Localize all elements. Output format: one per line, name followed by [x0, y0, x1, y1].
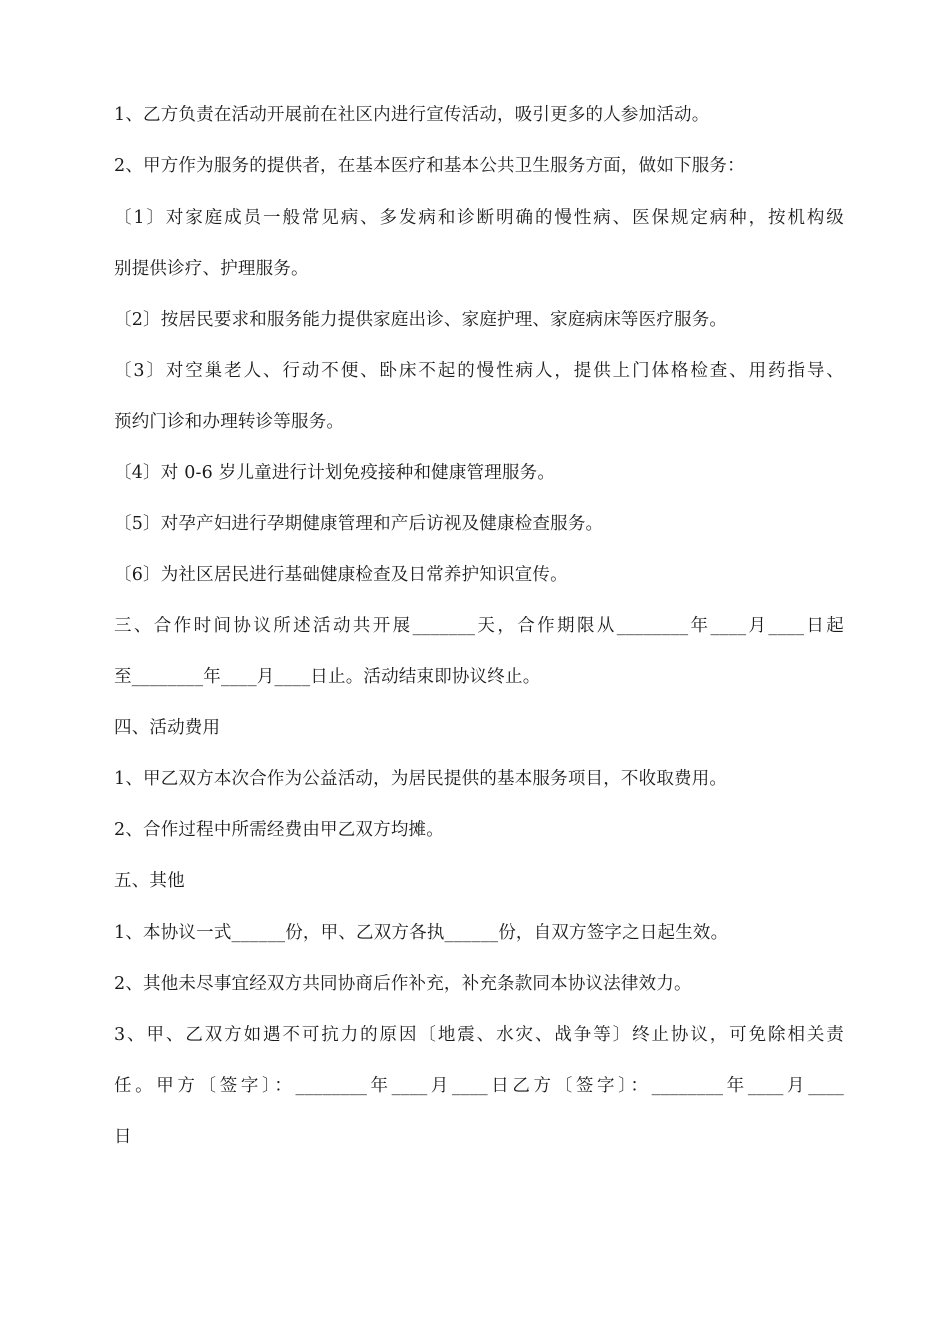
paragraph-line-17: 1、本协议一式______份，甲、乙双方各执______份，自双方签字之日起生效。 — [114, 923, 729, 943]
paragraph-line-11: 三、合作时间协议所述活动共开展_______天，合作期限从________年____月____日起 — [114, 616, 844, 636]
paragraph-line-1: 1、乙方负责在活动开展前在社区内进行宣传活动，吸引更多的人参加活动。 — [114, 105, 710, 125]
paragraph-line-19: 3、甲、乙双方如遇不可抗力的原因〔地震、水灾、战争等〕终止协议，可免除相关责 — [114, 1025, 844, 1045]
paragraph-line-9: 〔5〕对孕产妇进行孕期健康管理和产后访视及健康检查服务。 — [114, 514, 604, 534]
paragraph-line-7: 预约门诊和办理转诊等服务。 — [114, 412, 345, 432]
paragraph-line-2: 2、甲方作为服务的提供者，在基本医疗和基本公共卫生服务方面，做如下服务： — [114, 156, 745, 176]
paragraph-line-14: 1、甲乙双方本次合作为公益活动，为居民提供的基本服务项目，不收取费用。 — [114, 769, 728, 789]
paragraph-line-3: 〔1〕对家庭成员一般常见病、多发病和诊断明确的慢性病、医保规定病种，按机构级 — [114, 208, 844, 228]
paragraph-line-10: 〔6〕为社区居民进行基础健康检查及日常养护知识宣传。 — [114, 565, 568, 585]
paragraph-line-5: 〔2〕按居民要求和服务能力提供家庭出诊、家庭护理、家庭病床等医疗服务。 — [114, 310, 728, 330]
paragraph-line-4: 别提供诊疗、护理服务。 — [114, 259, 309, 279]
paragraph-line-6: 〔3〕对空巢老人、行动不便、卧床不起的慢性病人，提供上门体格检查、用药指导、 — [114, 361, 844, 381]
section-heading-fees: 四、活动费用 — [114, 718, 221, 738]
paragraph-line-12: 至________年____月____日止。活动结束即协议终止。 — [114, 667, 541, 687]
paragraph-line-8: 〔4〕对 0-6 岁儿童进行计划免疫接种和健康管理服务。 — [114, 463, 556, 483]
section-heading-other: 五、其他 — [114, 871, 185, 891]
paragraph-line-15: 2、合作过程中所需经费由甲乙双方均摊。 — [114, 820, 444, 840]
paragraph-line-18: 2、其他未尽事宜经双方共同协商后作补充，补充条款同本协议法律效力。 — [114, 974, 692, 994]
signature-line: 任。甲方〔签字〕：________年____月____日乙方〔签字〕：________年____月____ — [114, 1076, 844, 1096]
signature-line-end: 日 — [114, 1127, 132, 1147]
